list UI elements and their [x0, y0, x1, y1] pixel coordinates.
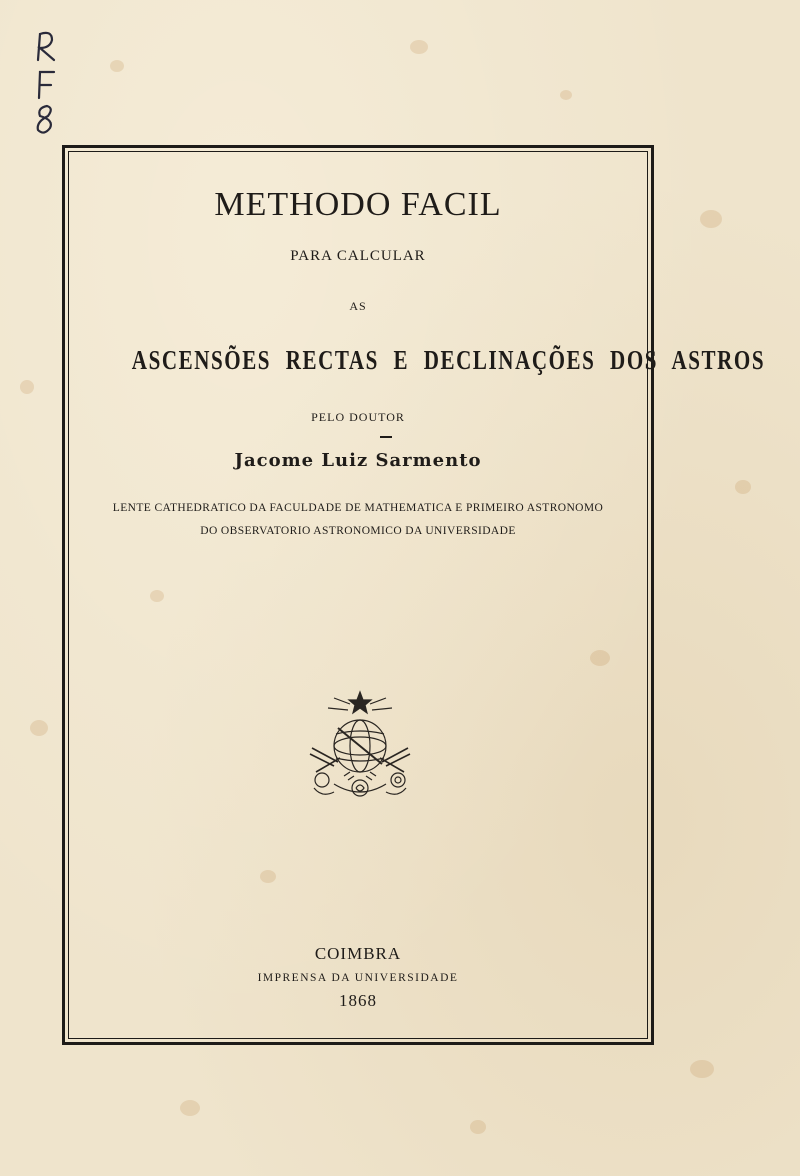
- foxing-spot: [690, 1060, 714, 1078]
- foxing-spot: [700, 210, 722, 228]
- foxing-spot: [410, 40, 428, 54]
- foxing-spot: [470, 1120, 486, 1134]
- foxing-spot: [180, 1100, 200, 1116]
- foxing-spot: [30, 720, 48, 736]
- foxing-spot: [735, 480, 751, 494]
- author-credentials-line2: DO OBSERVATORIO ASTRONOMICO DA UNIVERSIDADE: [200, 525, 516, 537]
- imprint-year: 1868: [339, 991, 377, 1010]
- imprint-publisher: IMPRENSA DA UNIVERSIDADE: [257, 972, 459, 984]
- main-title: ASCENSÕES RECTAS E DECLINAÇÕES DOS ASTROS: [131, 345, 766, 375]
- author-credentials-line1: LENTE CATHEDRATICO DA FACULDADE DE MATHEMATICA E PRIMEIRO ASTRONOMO: [112, 502, 604, 514]
- book-subtitle: PARA CALCULAR: [290, 248, 426, 264]
- author-name: Jacome Luiz Sarmento: [234, 450, 482, 471]
- imprint-city: COIMBRA: [314, 944, 402, 963]
- divider-dash: [380, 436, 392, 438]
- title-connector: AS: [349, 299, 367, 313]
- foxing-spot: [110, 60, 124, 72]
- by-line: PELO DOUTOR: [311, 410, 405, 424]
- university-seal-icon: [304, 688, 416, 808]
- book-title: METHODO FACIL: [214, 186, 502, 223]
- handwritten-shelfmark: [32, 28, 66, 138]
- title-frame-inner: [68, 151, 766, 1039]
- foxing-spot: [20, 380, 34, 394]
- foxing-spot: [560, 90, 572, 100]
